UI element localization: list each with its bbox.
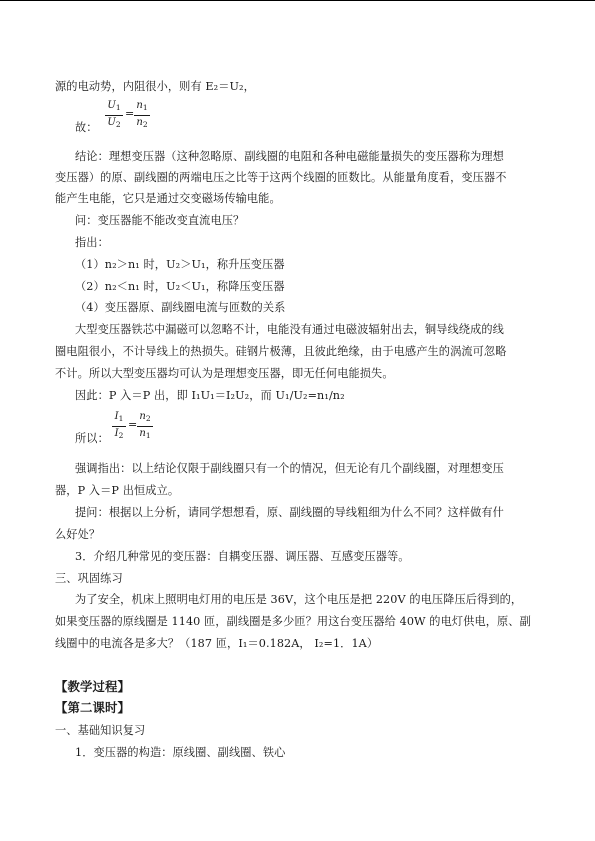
document-page: 源的电动势，内阻很小，则有 E₂＝U₂， 故： $U_1$ $U_2$ = $n_1$ $n_2$ 结论：理想变压器（这种忽略原、副线圈的电阻和各种电磁能量损失的变压器称为理想 变压器）的原、副线圈的两端电压之比等于这两个线圈的匝数比。从能量角度看，变压器不 能产生电能，它只是通过交变磁场传输电能。 问：变压器能不能改变直流电压？ 指出： （1）n₂＞n₁ 时，U₂＞U₁，称升压变压器 （2）n₂＜n₁ 时，U₂＜U₁，称降压变压器 （4）变压器原、副线圈电流与匝数的关系 大型变压器铁芯中漏磁可以忽略不计，电能没有通过电磁波辐射出去，铜导线绕成的线 圈电阻很小，不计导线上的热损失。硅钢片极薄，且彼此绝缘，由于电感产生的涡流可忽略 不计。所以大型变压器均可认为是理想变压器，即无任何电能损失。 因此：P 入＝P 出，即 I₁U₁＝I₂U₂，而 U₁/U₂=n₁/n₂ 所以： $I_1$ $I_2$ = $n_2$ $n_1$ 强调指出：以上结论仅限于副线圈只有一个的情况，但无论有几个副线圈，对理想变压 器，P 入＝P 出恒成立。 提问：根据以上分析，请同学想想看，原、副线圈的导线粗细为什么不同？这样做有什 么好处？ 3．介绍几种常见的变压器：自耦变压器、调压器、互感变压器等。 三、巩固练习 为了安全，机床上照明电灯用的电压是 36V，这个电压是把 220V 的电压降压后得到的， 如果变压器的原线圈是 1140 匝，副线圈是多少匝？用这台变压器给 40W 的电灯供电，原、副 线圈中的电流各是多大？（187 匝，I₁＝0.182A， I₂=1．1A） 【教学过程】 【第二课时】 一、基础知识复习 1．变压器的构造：原线圈、副线圈、铁心 (55, 80, 531, 759)
text-line: 能产生电能，它只是通过交变磁场传输电能。 (55, 192, 281, 205)
text-line: 源的电动势，内阻很小，则有 E₂＝U₂， (55, 80, 255, 93)
text-line: 为了安全，机床上照明电灯用的电压是 36V，这个电压是把 220V 的电压降压后得到的， (75, 593, 523, 606)
text-line: （1）n₂＞n₁ 时，U₂＞U₁，称升压变压器 (75, 258, 285, 271)
text-line: 线圈中的电流各是多大？（187 匝，I₁＝0.182A， I₂=1．1A） (55, 637, 379, 650)
text-line: 器，P 入＝P 出恒成立。 (55, 484, 180, 497)
section-heading: 三、巩固练习 (55, 572, 123, 585)
text-line: 么好处？ (55, 528, 101, 541)
text-line: 大型变压器铁芯中漏磁可以忽略不计，电能没有通过电磁波辐射出去，铜导线绕成的线 (75, 323, 504, 336)
text-line: 强调指出：以上结论仅限于副线圈只有一个的情况，但无论有几个副线圈，对理想变压 (75, 462, 504, 475)
text-line: 3．介绍几种常见的变压器：自耦变压器、调压器、互感变压器等。 (75, 550, 410, 563)
text-line: 问：变压器能不能改变直流电压？ (75, 214, 245, 227)
text-line: （4）变压器原、副线圈电流与匝数的关系 (75, 301, 286, 314)
section-heading: 一、基础知识复习 (55, 724, 146, 737)
lesson-heading: 【教学过程】 (55, 679, 130, 694)
text-line: （2）n₂＜n₁ 时，U₂＜U₁，称降压变压器 (75, 280, 285, 293)
text-line: 故： (75, 121, 98, 134)
text-line: 不计。所以大型变压器均可认为是理想变压器，即无任何电能损失。 (55, 367, 394, 380)
text-line: 结论：理想变压器（这种忽略原、副线圈的电阻和各种电磁能量损失的变压器称为理想 (75, 150, 504, 163)
text-line: 变压器）的原、副线圈的两端电压之比等于这两个线圈的匝数比。从能量角度看，变压器不 (55, 171, 507, 184)
text-line: 如果变压器的原线圈是 1140 匝，副线圈是多少匝？用这台变压器给 40W 的电灯供电，原、副 (55, 615, 531, 628)
text-line: 圈电阻很小，不计导线上的热损失。硅钢片极薄，且彼此绝缘，由于电感产生的涡流可忽略 (55, 345, 507, 358)
text-line: 1．变压器的构造：原线圈、副线圈、铁心 (75, 746, 286, 759)
text-line: 提问：根据以上分析，请同学想想看，原、副线圈的导线粗细为什么不同？这样做有什 (75, 506, 504, 519)
text-line: 指出： (75, 236, 109, 249)
lesson-heading: 【第二课时】 (55, 700, 130, 715)
text-line: 因此：P 入＝P 出，即 I₁U₁＝I₂U₂，而 U₁/U₂=n₁/n₂ (75, 389, 345, 402)
text-line: 所以： (75, 432, 109, 445)
